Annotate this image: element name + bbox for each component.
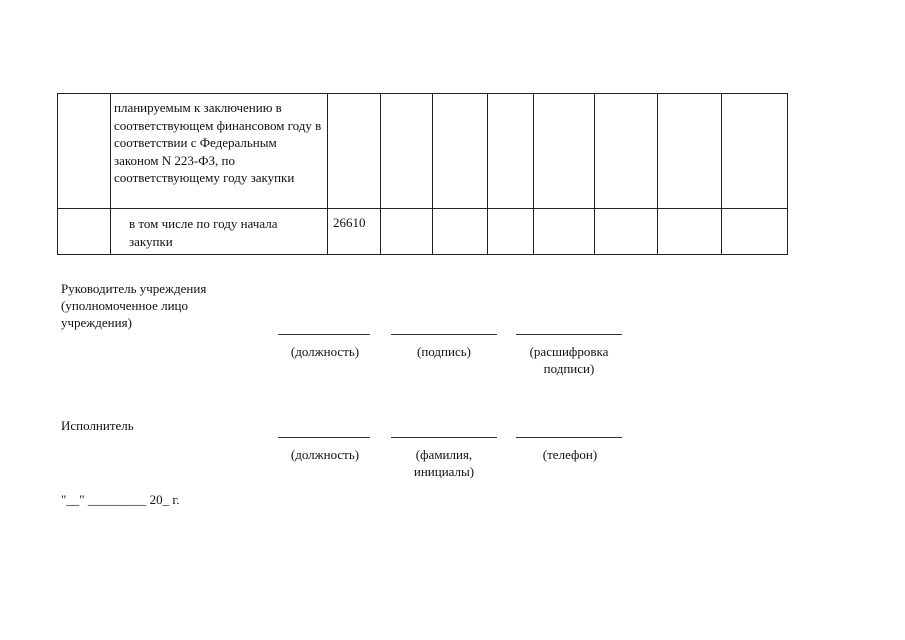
table-col-border xyxy=(657,93,658,255)
table-col-border xyxy=(487,93,488,255)
caption-position: (должность) xyxy=(290,447,360,462)
table-top-border xyxy=(57,93,788,94)
table-col-border xyxy=(327,93,328,255)
caption-position: (должность) xyxy=(290,344,360,359)
table-col-border xyxy=(721,93,722,255)
table-col-border xyxy=(57,93,58,255)
table-row-divider xyxy=(57,208,788,209)
signature-line-signature xyxy=(391,334,497,335)
table-col-border xyxy=(594,93,595,255)
row-description-sub: в том числе по году начала закупки xyxy=(129,216,278,249)
head-label: Руководитель учреждения (уполномоченное лицо учреждения) xyxy=(61,281,207,330)
table-col-border xyxy=(110,93,111,255)
signature-line-position xyxy=(278,437,370,438)
row-description: планируемым к заключению в соответствующем финансовом году в соответствии с Федеральным законом N 223-ФЗ, по соответствующему году закупки xyxy=(114,100,322,185)
table-col-border xyxy=(380,93,381,255)
signature-line-position xyxy=(278,334,370,335)
table-col-border xyxy=(533,93,534,255)
caption-name: (фамилия, инициалы) xyxy=(413,447,475,479)
executor-label: Исполнитель xyxy=(61,418,134,433)
signature-line-phone xyxy=(516,437,622,438)
table-col-border xyxy=(787,93,788,255)
table-bottom-border xyxy=(57,254,788,255)
caption-signature: (подпись) xyxy=(417,344,471,359)
caption-phone: (телефон) xyxy=(542,447,598,462)
row-code: 26610 xyxy=(333,215,366,230)
caption-transcript: (расшифровка подписи) xyxy=(529,344,609,376)
signature-line-name xyxy=(391,437,497,438)
date-line: "__" _________ 20_ г. xyxy=(61,492,180,507)
table-col-border xyxy=(432,93,433,255)
signature-line-transcript xyxy=(516,334,622,335)
